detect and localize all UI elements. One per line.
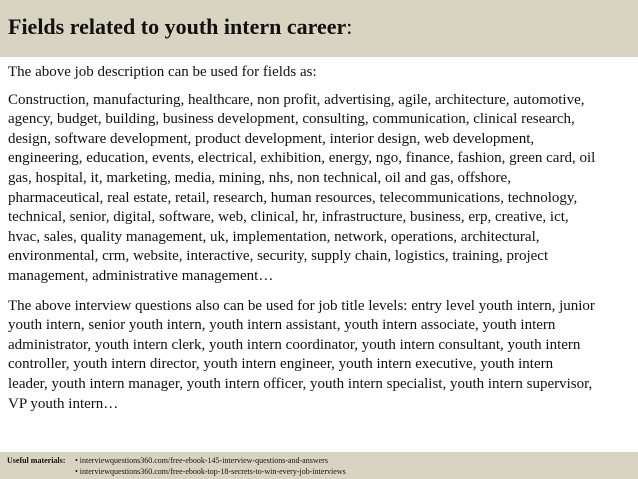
job-titles-line: administrator, youth intern clerk, youth intern coordinator, youth intern consultant, youth intern [8,336,581,353]
job-titles-line: controller, youth intern director, youth intern engineer, youth intern executive, youth intern [8,356,554,373]
footer-bar [0,452,638,479]
footer-row [7,455,638,466]
slide-title-text: Fields related to youth intern career [8,14,347,39]
fields-line: agency, budget, building, business development, consulting, communication, clinical research, [8,111,575,128]
footer-label: Useful materials: [7,456,66,465]
fields-line: management, administrative management… [8,267,274,284]
job-titles-line: VP youth intern… [8,395,119,412]
fields-line: gas, hospital, it, marketing, media, mining, nhs, non technical, oil and gas, offshore, [8,169,511,186]
fields-line: environmental, crm, website, interactive, security, supply chain, logistics, training, project [8,248,549,265]
footer-link[interactable]: • interviewquestions360.com/free-ebook-top-18-secrets-to-win-every-job-interviews [75,467,346,476]
footer-row [7,466,638,477]
job-titles-line: youth intern, senior youth intern, youth intern assistant, youth intern associate, youth intern [8,317,556,334]
slide-body [8,63,632,424]
fields-line: technical, senior, digital, software, web, clinical, hr, infrastructure, business, erp, creative, ict, [8,209,569,226]
slide-title-colon: : [346,14,353,39]
intro-text: The above job description can be used for fields as: [8,64,317,80]
fields-paragraph [8,91,632,287]
job-titles-line: leader, youth intern manager, youth intern officer, youth intern specialist, youth intern supervisor, [8,375,593,392]
fields-line: engineering, education, events, electrical, exhibition, energy, ngo, finance, fashion, green card, oil [8,150,596,167]
title-bar [0,0,638,57]
fields-line: Construction, manufacturing, healthcare, non profit, advertising, agile, architecture, automotive, [8,91,585,108]
footer-link[interactable]: • interviewquestions360.com/free-ebook-145-interview-questions-and-answers [75,456,328,465]
fields-line: pharmaceutical, real estate, retail, research, human resources, telecommunications, technology, [8,189,578,206]
job-titles-paragraph [8,297,632,415]
job-titles-line: The above interview questions also can be used for job title levels: entry level youth intern, junior [8,297,595,314]
slide-title [8,14,638,40]
fields-line: design, software development, product development, interior design, web development, [8,130,535,147]
fields-line: hvac, sales, quality management, uk, implementation, network, operations, architectural, [8,228,540,245]
